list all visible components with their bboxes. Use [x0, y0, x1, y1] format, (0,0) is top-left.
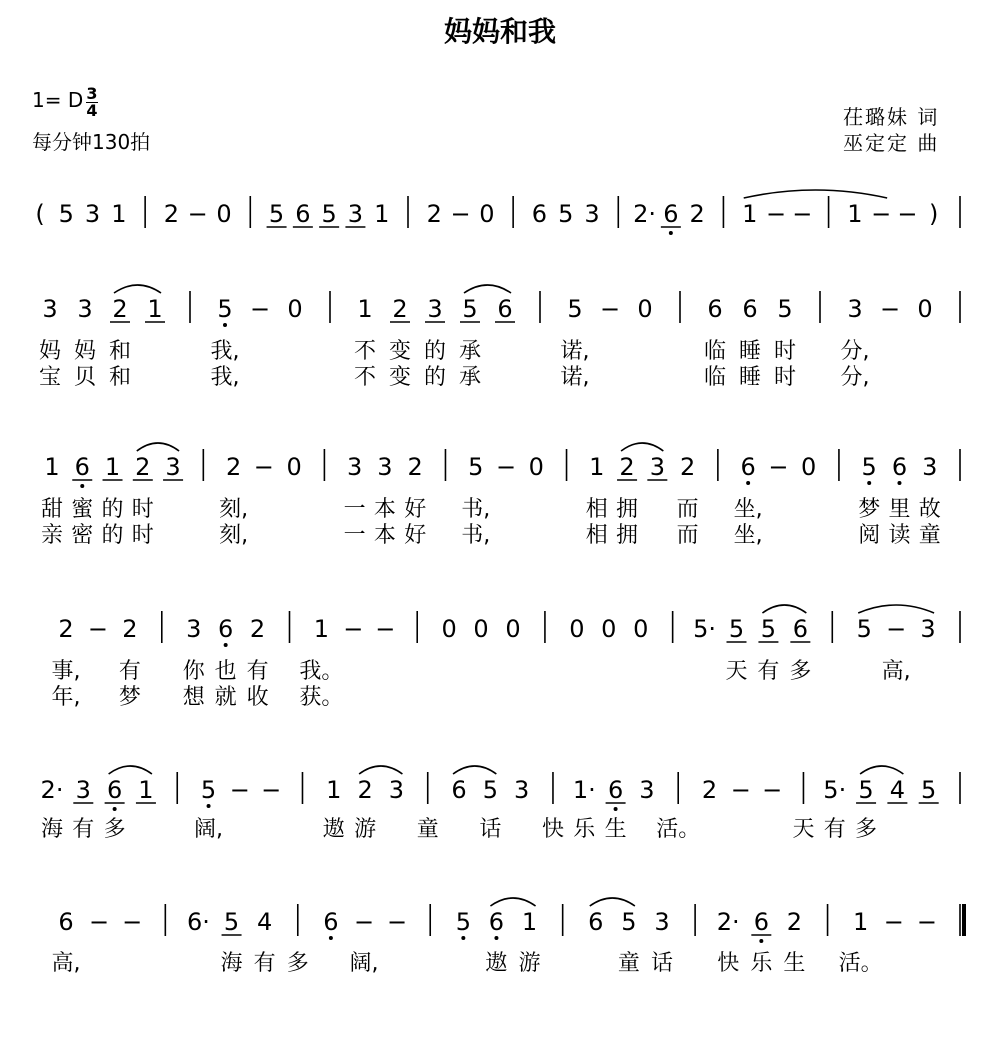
lyric: 甜 — [40, 497, 64, 522]
lyric: 乐 — [573, 817, 596, 842]
note: 6 — [58, 908, 74, 936]
note: 1 — [313, 615, 330, 643]
lyric: 而 — [676, 497, 699, 522]
note: 5 — [321, 200, 337, 228]
note: 5 — [462, 295, 478, 323]
lyric: 亲 — [40, 523, 64, 548]
lyric: 本 — [373, 497, 396, 522]
lyric: 诺, — [560, 365, 590, 390]
lyric: 多 — [789, 659, 812, 684]
lyric: 密 — [71, 523, 94, 548]
note: 6 — [218, 615, 234, 643]
low-octave-dot — [867, 481, 871, 485]
lyric: 承 — [458, 339, 482, 364]
time-signature-top: 3 — [86, 84, 98, 103]
low-octave-dot — [224, 643, 228, 647]
note: 0 — [287, 295, 303, 323]
lyric: 诺, — [560, 339, 590, 364]
lyric: 时 — [773, 365, 797, 390]
note: 6 — [497, 295, 513, 323]
lyric: 高, — [51, 951, 81, 976]
lyric: 活。 — [838, 951, 883, 976]
note: 2 — [249, 615, 266, 643]
low-octave-dot — [669, 231, 673, 235]
note: 0 — [528, 453, 544, 481]
slur — [359, 766, 402, 774]
note: 3 — [654, 908, 670, 936]
slur — [590, 898, 635, 906]
note: − — [261, 776, 282, 804]
lyric: 活。 — [656, 817, 701, 842]
lyric: 阔, — [349, 951, 379, 976]
note: 1 — [847, 200, 863, 228]
note: ( — [35, 200, 45, 228]
lyric: 获。 — [299, 685, 344, 710]
note: − — [762, 776, 783, 804]
note: 4 — [257, 908, 273, 936]
note: − — [879, 295, 901, 323]
lyric: 童 — [617, 951, 640, 976]
note: − — [792, 200, 813, 228]
lyric: 我, — [210, 339, 240, 364]
note: 1· — [572, 776, 596, 804]
slur — [762, 605, 806, 613]
lyric: 游 — [354, 817, 377, 842]
lyric: 阅 — [858, 523, 881, 548]
note: 5 — [468, 453, 484, 481]
lyric: 海 — [220, 951, 243, 976]
note: 3 — [377, 453, 393, 481]
note: 2 — [679, 453, 696, 481]
lyric: 梦 — [118, 685, 141, 710]
note: 6 — [295, 200, 311, 228]
lyric: 乐 — [750, 951, 773, 976]
lyric: 相 — [585, 497, 608, 522]
lyric: 妈 — [38, 339, 62, 364]
slur — [858, 605, 934, 613]
note: 1 — [853, 908, 869, 936]
note: 5 — [856, 615, 872, 643]
low-octave-dot — [329, 936, 333, 940]
lyric: 不 — [353, 339, 377, 364]
lyric: 时 — [131, 497, 154, 522]
lyric: 睡 — [738, 365, 762, 390]
lyric: 有 — [253, 951, 276, 976]
low-octave-dot — [113, 807, 117, 811]
note: − — [343, 615, 364, 643]
lyric: 而 — [676, 523, 699, 548]
lyric: 的 — [423, 365, 447, 390]
lyric: 我, — [210, 365, 240, 390]
note: 2 — [225, 453, 242, 481]
lyric: 多 — [103, 817, 126, 842]
note: 3 — [165, 453, 181, 481]
note: 2 — [112, 295, 128, 323]
note: 6 — [891, 453, 908, 481]
note: 5 — [217, 295, 233, 323]
slur — [860, 766, 903, 774]
note: 5 — [58, 200, 74, 228]
note: 0 — [479, 200, 495, 228]
note: 2· — [633, 200, 657, 228]
note: − — [730, 776, 751, 804]
lyricist-credit: 茌璐妹 词 — [843, 105, 940, 129]
lyric: 遨 — [322, 817, 345, 842]
note: 1 — [742, 200, 758, 228]
lyric: 好 — [404, 523, 427, 548]
note: 3 — [77, 295, 93, 323]
lyric: 书, — [461, 523, 491, 548]
note: 3 — [920, 615, 936, 643]
lyric: 话 — [479, 817, 502, 842]
note: 1 — [44, 453, 60, 481]
note: 0 — [637, 295, 653, 323]
lyric: 天 — [792, 817, 815, 842]
note: 3 — [84, 200, 101, 228]
note: 6 — [742, 295, 758, 323]
note: − — [495, 453, 517, 481]
note: − — [599, 295, 621, 323]
note: 5 — [921, 776, 937, 804]
note: 6 — [74, 453, 90, 481]
note: − — [886, 615, 907, 643]
note: 1 — [374, 200, 390, 228]
note: 1 — [138, 776, 154, 804]
lyric: 好 — [404, 497, 427, 522]
note: 5 — [482, 776, 498, 804]
note: 3 — [584, 200, 600, 228]
lyric: 生 — [783, 951, 806, 976]
slur — [114, 285, 161, 293]
note: 2 — [58, 615, 74, 643]
lyric: 想 — [182, 685, 205, 710]
note: 6 — [753, 908, 769, 936]
note: 1 — [147, 295, 163, 323]
lyric: 刻, — [219, 523, 249, 548]
tempo-marking: 每分钟130拍 — [32, 130, 151, 154]
note: 5· — [693, 615, 717, 643]
low-octave-dot — [461, 936, 465, 940]
lyric: 童 — [416, 817, 439, 842]
time-signature-bottom: 4 — [86, 101, 98, 120]
note: 0 — [505, 615, 521, 643]
lyric: 的 — [101, 497, 124, 522]
note: 2 — [786, 908, 803, 936]
lyric: 故 — [918, 497, 941, 522]
lyric: 睡 — [738, 339, 762, 364]
note: 6 — [451, 776, 467, 804]
note: − — [87, 615, 108, 643]
note: 2 — [701, 776, 718, 804]
note: 3 — [347, 453, 363, 481]
note: 2 — [122, 615, 138, 643]
note: 6 — [740, 453, 756, 481]
lyric: 高, — [881, 659, 911, 684]
lyric: 分, — [840, 339, 870, 364]
composer-credit: 巫定定 曲 — [843, 131, 940, 155]
note: 3 — [186, 615, 202, 643]
note: 2 — [163, 200, 180, 228]
note: − — [765, 200, 787, 228]
low-octave-dot — [614, 807, 618, 811]
note: 1 — [589, 453, 605, 481]
note: 3 — [388, 776, 405, 804]
note: 5 — [760, 615, 777, 643]
lyric: 话 — [650, 951, 674, 976]
note: − — [187, 200, 208, 228]
lyric: 坐, — [733, 497, 763, 522]
note: − — [871, 200, 892, 228]
note: 6 — [106, 776, 123, 804]
note: 6 — [663, 200, 679, 228]
note: − — [768, 453, 789, 481]
note: − — [897, 200, 918, 228]
lyric: 时 — [131, 523, 154, 548]
note: 6 — [607, 776, 624, 804]
note: 5 — [223, 908, 240, 936]
note: ) — [929, 200, 939, 228]
slur — [490, 898, 535, 906]
note: 5 — [777, 295, 793, 323]
lyric: 和 — [108, 365, 132, 390]
lyric: 临 — [703, 339, 727, 364]
lyric: 贝 — [73, 365, 97, 390]
slur — [744, 190, 887, 198]
lyric: 游 — [518, 951, 541, 976]
note: 2 — [619, 453, 635, 481]
note: 5 — [621, 908, 637, 936]
slur — [621, 443, 663, 451]
note: 3 — [42, 295, 58, 323]
note: 5 — [558, 200, 574, 228]
note: 5 — [728, 615, 745, 643]
note: 6 — [488, 908, 505, 936]
note: 1 — [111, 200, 127, 228]
note: 0 — [801, 453, 817, 481]
note: 1 — [104, 453, 121, 481]
lyric: 你 — [182, 659, 205, 684]
note: 2· — [716, 908, 740, 936]
note: 3 — [427, 295, 443, 323]
note: 2 — [392, 295, 408, 323]
lyric: 承 — [458, 365, 482, 390]
slur — [137, 443, 179, 451]
note: 6 — [707, 295, 723, 323]
note: 5 — [200, 776, 217, 804]
note: 1 — [521, 908, 538, 936]
lyric: 梦 — [858, 497, 881, 522]
lyric: 海 — [40, 817, 64, 842]
lyric: 宝 — [38, 365, 62, 390]
note: 3 — [649, 453, 665, 481]
lyric: 相 — [585, 523, 608, 548]
lyric: 蜜 — [71, 497, 94, 522]
note: 0 — [473, 615, 489, 643]
lyric: 时 — [773, 339, 797, 364]
note: 0 — [601, 615, 617, 643]
lyric: 阔, — [194, 817, 224, 842]
low-octave-dot — [223, 323, 227, 327]
lyric: 一 — [343, 497, 366, 522]
note: 3 — [514, 776, 530, 804]
note: 6 — [531, 200, 548, 228]
note: 2· — [40, 776, 64, 804]
note: − — [883, 908, 904, 936]
lyric: 本 — [373, 523, 396, 548]
lyric: 童 — [918, 523, 941, 548]
note: − — [253, 453, 274, 481]
note: 5 — [567, 295, 583, 323]
lyric: 刻, — [219, 497, 249, 522]
lyric: 快 — [541, 817, 564, 842]
low-octave-dot — [759, 939, 763, 943]
key-signature: 1= D — [32, 88, 84, 112]
lyric: 拥 — [616, 497, 639, 522]
note: 0 — [216, 200, 232, 228]
lyric: 收 — [246, 685, 269, 710]
lyric: 也 — [214, 659, 237, 684]
note: 1 — [357, 295, 373, 323]
lyric: 读 — [888, 523, 911, 548]
note: 2 — [357, 776, 373, 804]
note: 0 — [286, 453, 302, 481]
note: 5 — [455, 908, 471, 936]
low-octave-dot — [494, 936, 498, 940]
lyric: 不 — [353, 365, 377, 390]
note: 2 — [689, 200, 705, 228]
lyric: 我。 — [299, 659, 344, 684]
note: 0 — [917, 295, 933, 323]
slur — [453, 766, 496, 774]
note: − — [450, 200, 471, 228]
note: − — [916, 908, 937, 936]
lyric: 有 — [118, 659, 141, 684]
lyric: 年, — [51, 685, 81, 710]
lyric: 妈 — [73, 339, 97, 364]
lyric: 拥 — [616, 523, 639, 548]
lyric: 和 — [108, 339, 132, 364]
note: − — [249, 295, 271, 323]
song-title: 妈妈和我 — [443, 15, 556, 48]
note: 0 — [441, 615, 457, 643]
lyric: 一 — [343, 523, 366, 548]
note: 2 — [426, 200, 442, 228]
lyric: 生 — [604, 817, 627, 842]
lyric: 天 — [725, 659, 748, 684]
note: − — [387, 908, 408, 936]
note: 1 — [326, 776, 342, 804]
lyric: 变 — [388, 339, 412, 364]
lyric: 的 — [101, 523, 124, 548]
note: − — [229, 776, 250, 804]
note: 6 — [323, 908, 339, 936]
lyric: 有 — [757, 659, 780, 684]
note: − — [89, 908, 110, 936]
lyric: 临 — [703, 365, 727, 390]
lyric: 多 — [286, 951, 309, 976]
lyric: 就 — [214, 685, 237, 710]
note: 6· — [186, 908, 210, 936]
lyric: 快 — [717, 951, 740, 976]
note: 3 — [639, 776, 655, 804]
note: 5 — [861, 453, 877, 481]
note: 2 — [135, 453, 151, 481]
lyric: 有 — [823, 817, 846, 842]
note: − — [353, 908, 375, 936]
note: 4 — [889, 776, 906, 804]
lyric: 变 — [388, 365, 412, 390]
note: 6 — [588, 908, 604, 936]
note: 5· — [823, 776, 847, 804]
lyric: 的 — [423, 339, 447, 364]
lyric: 有 — [246, 659, 269, 684]
note: 3 — [922, 453, 938, 481]
note: − — [122, 908, 143, 936]
lyric: 遨 — [485, 951, 508, 976]
lyric: 事, — [51, 659, 81, 684]
note: 6 — [792, 615, 808, 643]
slur — [109, 766, 152, 774]
note: 3 — [347, 200, 364, 228]
lyric: 坐, — [733, 523, 763, 548]
low-octave-dot — [207, 804, 211, 808]
lyric: 里 — [888, 497, 911, 522]
slur — [464, 285, 511, 293]
note: 0 — [569, 615, 585, 643]
note: 5 — [858, 776, 874, 804]
lyric: 有 — [72, 817, 95, 842]
note: 0 — [633, 615, 649, 643]
note: 2 — [407, 453, 423, 481]
lyric: 书, — [461, 497, 491, 522]
low-octave-dot — [80, 484, 84, 488]
lyric: 多 — [855, 817, 878, 842]
lyric: 分, — [840, 365, 870, 390]
low-octave-dot — [746, 481, 750, 485]
note: 3 — [847, 295, 863, 323]
low-octave-dot — [897, 481, 901, 485]
note: 3 — [75, 776, 91, 804]
note: − — [375, 615, 396, 643]
note: 5 — [268, 200, 285, 228]
